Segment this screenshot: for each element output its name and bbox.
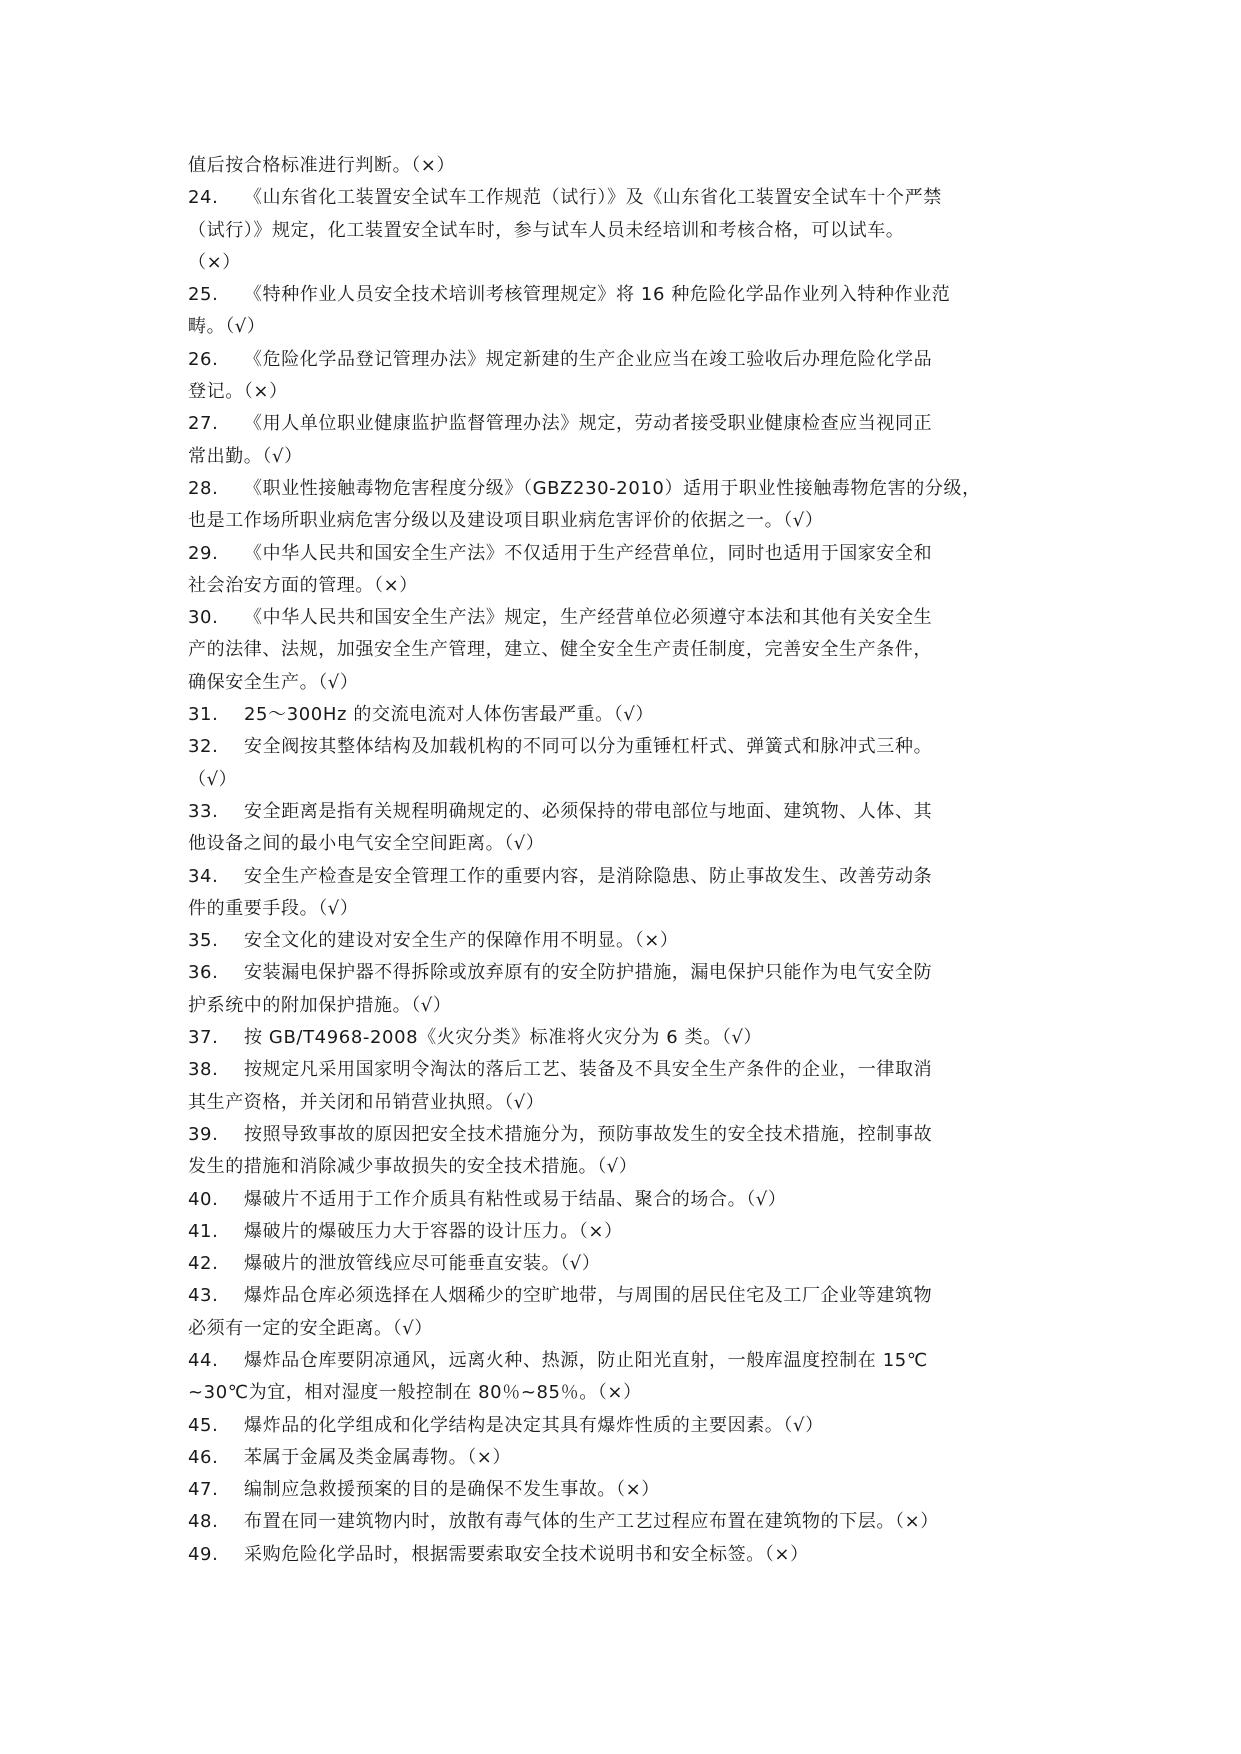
question-number: 43.	[188, 1285, 219, 1307]
question-text: 爆破片不适用于工作介质具有粘性或易于结晶、聚合的场合。（√）	[244, 1188, 787, 1210]
text-line	[188, 1377, 1066, 1409]
question-number: 39.	[188, 1123, 219, 1145]
text-line	[188, 1184, 1066, 1216]
question-text: 安全阀按其整体结构及加载机构的不同可以分为重锤杠杆式、弹簧式和脉冲式三种。	[244, 736, 933, 758]
text-line	[188, 699, 1066, 731]
question-number: 46.	[188, 1446, 219, 1468]
question-number: 37.	[188, 1027, 219, 1049]
question-number: 26.	[188, 348, 219, 370]
question-text-continuation: 确保安全生产。（√）	[188, 671, 359, 693]
text-line	[188, 441, 1066, 473]
text-line	[188, 1313, 1066, 1345]
question-text: 采购危险化学品时，根据需要索取安全技术说明书和安全标签。（×）	[244, 1543, 809, 1565]
text-line	[188, 828, 1066, 860]
question-text-continuation: ~30℃为宜，相对湿度一般控制在 80％~85％。（×）	[188, 1382, 642, 1404]
question-number: 45.	[188, 1414, 219, 1436]
question-number: 25.	[188, 284, 219, 306]
text-line	[188, 215, 1066, 247]
question-text: 布置在同一建筑物内时，放散有毒气体的生产工艺过程应布置在建筑物的下层。（×）	[244, 1511, 939, 1533]
text-line	[188, 1539, 1066, 1571]
question-number: 49.	[188, 1543, 219, 1565]
question-text: 编制应急救援预案的目的是确保不发生事故。（×）	[244, 1479, 660, 1501]
question-number: 34.	[188, 865, 219, 887]
question-text: 《中华人民共和国安全生产法》不仅适用于生产经营单位，同时也适用于国家安全和	[244, 542, 933, 564]
text-line	[188, 376, 1066, 408]
question-text: 《用人单位职业健康监护监督管理办法》规定，劳动者接受职业健康检查应当视同正	[244, 413, 933, 435]
question-number: 29.	[188, 542, 219, 564]
question-text-continuation: 发生的措施和消除减少事故损失的安全技术措施。（√）	[188, 1156, 638, 1178]
question-number: 33.	[188, 800, 219, 822]
text-line	[188, 182, 1066, 214]
question-number: 44.	[188, 1349, 219, 1371]
text-line	[188, 1410, 1066, 1442]
question-number: 36.	[188, 962, 219, 984]
question-text: 爆炸品的化学组成和化学结构是决定其具有爆炸性质的主要因素。（√）	[244, 1414, 824, 1436]
question-text-continuation: 也是工作场所职业病危害分级以及建设项目职业病危害评价的依据之一。（√）	[188, 510, 824, 532]
question-text: 《特种作业人员安全技术培训考核管理规定》将 16 种危险化学品作业列入特种作业范	[244, 284, 951, 306]
question-number: 32.	[188, 736, 219, 758]
question-text: 爆炸品仓库要阴凉通风，远离火种、热源，防止阳光直射，一般库温度控制在 15℃	[244, 1349, 928, 1371]
text-line	[188, 279, 1066, 311]
text-line	[188, 1474, 1066, 1506]
question-text: 安装漏电保护器不得拆除或放弃原有的安全防护措施，漏电保护只能作为电气安全防	[244, 962, 933, 984]
question-list	[188, 150, 1066, 1571]
question-text-continuation: （√）	[188, 768, 238, 790]
question-number: 40.	[188, 1188, 219, 1210]
question-text-continuation: 其生产资格，并关闭和吊销营业执照。（√）	[188, 1091, 545, 1113]
question-text-continuation: 必须有一定的安全距离。（√）	[188, 1317, 433, 1339]
question-text: 《职业性接触毒物危害程度分级》（GBZ230-2010）适用于职业性接触毒物危害的分级，	[244, 477, 981, 499]
question-text-continuation: （试行）》规定，化工装置安全试车时，参与试车人员未经培训和考核合格，可以试车。	[188, 219, 905, 241]
question-text: 《山东省化工装置安全试车工作规范（试行）》及《山东省化工装置安全试车十个严禁	[244, 187, 942, 209]
text-line	[188, 990, 1066, 1022]
question-text-continuation: 社会治安方面的管理。（×）	[188, 574, 418, 596]
question-number: 42.	[188, 1253, 219, 1275]
text-line	[188, 957, 1066, 989]
text-line	[188, 1087, 1066, 1119]
question-text-continuation: 登记。（×）	[188, 381, 288, 403]
question-text: 25～300Hz 的交流电流对人体伤害最严重。（√）	[244, 704, 655, 726]
text-line	[188, 408, 1066, 440]
question-number: 38.	[188, 1059, 219, 1081]
text-line	[188, 311, 1066, 343]
question-number: 47.	[188, 1479, 219, 1501]
text-line	[188, 602, 1066, 634]
text-line	[188, 796, 1066, 828]
question-text-continuation: 常出勤。（√）	[188, 445, 303, 467]
text-line	[188, 893, 1066, 925]
text-line	[188, 1022, 1066, 1054]
text-line	[188, 925, 1066, 957]
text-line	[188, 344, 1066, 376]
question-number: 48.	[188, 1511, 219, 1533]
text-line	[188, 473, 1066, 505]
question-text-continuation: 件的重要手段。（√）	[188, 897, 359, 919]
question-text-continuation: 他设备之间的最小电气安全空间距离。（√）	[188, 833, 545, 855]
question-number: 35.	[188, 930, 219, 952]
question-text: 安全距离是指有关规程明确规定的、必须保持的带电部位与地面、建筑物、人体、其	[244, 800, 933, 822]
question-text-continuation: （×）	[188, 251, 241, 273]
text-line	[188, 764, 1066, 796]
text-line	[188, 1151, 1066, 1183]
text-line	[188, 1280, 1066, 1312]
question-number: 27.	[188, 413, 219, 435]
question-text: 爆破片的泄放管线应尽可能垂直安装。（√）	[244, 1253, 601, 1275]
question-number: 24.	[188, 187, 219, 209]
question-text: 按规定凡采用国家明令淘汰的落后工艺、装备及不具安全生产条件的企业，一律取消	[244, 1059, 933, 1081]
text-line	[188, 731, 1066, 763]
text-line	[188, 1216, 1066, 1248]
text-line	[188, 1345, 1066, 1377]
question-text-continuation: 护系统中的附加保护措施。（√）	[188, 994, 452, 1016]
question-text-continuation: 畴。（√）	[188, 316, 266, 338]
question-number: 41.	[188, 1220, 219, 1242]
text-line	[188, 1506, 1066, 1538]
text-line	[188, 505, 1066, 537]
question-number: 28.	[188, 477, 219, 499]
question-text: 《危险化学品登记管理办法》规定新建的生产企业应当在竣工验收后办理危险化学品	[244, 348, 933, 370]
text-line	[188, 150, 1066, 182]
text-line	[188, 1119, 1066, 1151]
question-text-continuation: 值后按合格标准进行判断。（×）	[188, 155, 456, 176]
question-text: 《中华人民共和国安全生产法》规定，生产经营单位必须遵守本法和其他有关安全生	[244, 607, 933, 629]
text-line	[188, 538, 1066, 570]
text-line	[188, 570, 1066, 602]
question-text: 爆破片的爆破压力大于容器的设计压力。（×）	[244, 1220, 623, 1242]
question-text: 按 GB/T4968-2008《火灾分类》标准将火灾分为 6 类。（√）	[244, 1027, 763, 1049]
question-text: 安全生产检查是安全管理工作的重要内容，是消除隐患、防止事故发生、改善劳动条	[244, 865, 933, 887]
question-number: 31.	[188, 704, 219, 726]
question-text: 爆炸品仓库必须选择在人烟稀少的空旷地带，与周围的居民住宅及工厂企业等建筑物	[244, 1285, 933, 1307]
text-line	[188, 861, 1066, 893]
question-text: 按照导致事故的原因把安全技术措施分为，预防事故发生的安全技术措施，控制事故	[244, 1123, 933, 1145]
question-text: 安全文化的建设对安全生产的保障作用不明显。（×）	[244, 930, 679, 952]
question-text-continuation: 产的法律、法规，加强安全生产管理，建立、健全安全生产责任制度，完善安全生产条件，	[188, 639, 932, 661]
text-line	[188, 667, 1066, 699]
question-text: 苯属于金属及类金属毒物。（×）	[244, 1446, 512, 1468]
question-number: 30.	[188, 607, 219, 629]
text-line	[188, 1054, 1066, 1086]
text-line	[188, 1248, 1066, 1280]
text-line	[188, 634, 1066, 666]
text-line	[188, 1442, 1066, 1474]
text-line	[188, 247, 1066, 279]
